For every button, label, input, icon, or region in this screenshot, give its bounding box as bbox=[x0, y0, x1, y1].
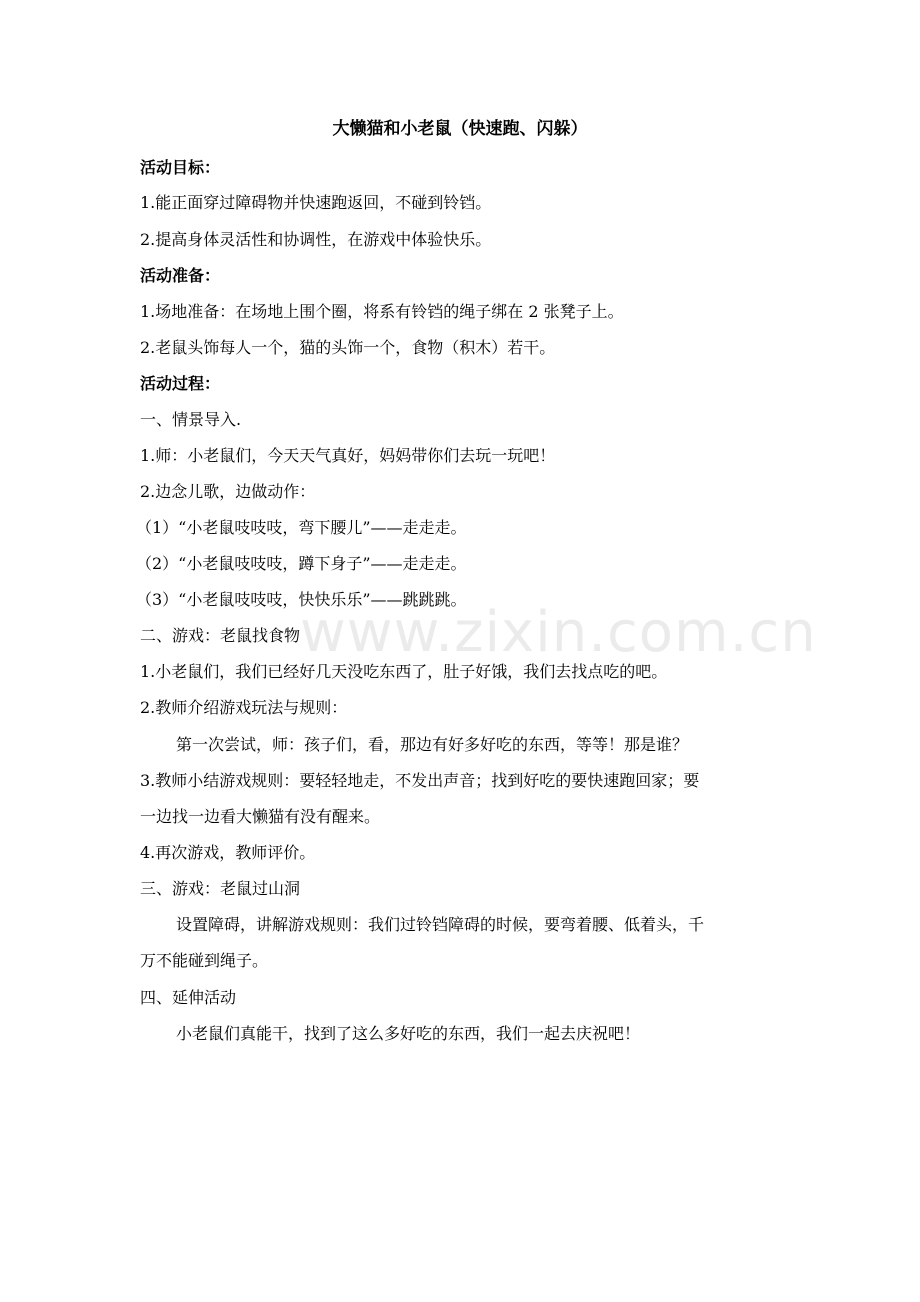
process-part-1-heading: 一、情景导入. bbox=[140, 410, 242, 429]
process-step: 3.教师小结游戏规则：要轻轻地走，不发出声音；找到好吃的要快速跑回家；要 bbox=[140, 771, 700, 790]
process-step: 4.再次游戏，教师评价。 bbox=[140, 843, 316, 862]
process-paragraph: 设置障碍，讲解游戏规则：我们过铃铛障碍的时候，要弯着腰、低着头，千 bbox=[176, 915, 705, 934]
process-part-2-heading: 二、游戏：老鼠找食物 bbox=[140, 626, 301, 645]
rhyme-line: （2）“小老鼠吱吱吱，蹲下身子”——走走走。 bbox=[136, 554, 467, 573]
process-step: 2.教师介绍游戏玩法与规则： bbox=[140, 698, 348, 717]
rhyme-line: （3）“小老鼠吱吱吱，快快乐乐”——跳跳跳。 bbox=[136, 590, 467, 609]
process-step-continued: 一边找一边看大懒猫有没有醒来。 bbox=[140, 807, 381, 826]
process-step: 1.师：小老鼠们，今天天气真好，妈妈带你们去玩一玩吧！ bbox=[140, 446, 556, 465]
process-paragraph-continued: 万不能碰到绳子。 bbox=[140, 951, 269, 970]
goal-item-2: 2.提高身体灵活性和协调性，在游戏中体验快乐。 bbox=[140, 230, 492, 249]
section-heading-process: 活动过程： bbox=[140, 374, 221, 393]
rhyme-line: （1）“小老鼠吱吱吱，弯下腰儿”——走走走。 bbox=[136, 518, 467, 537]
process-part-4-heading: 四、延伸活动 bbox=[140, 988, 237, 1007]
section-heading-preparation: 活动准备： bbox=[140, 266, 221, 285]
process-step: 2.边念儿歌，边做动作： bbox=[140, 482, 316, 501]
process-step: 1.小老鼠们，我们已经好几天没吃东西了，肚子好饿，我们去找点吃的吧。 bbox=[140, 662, 668, 681]
document-title: 大懒猫和小老鼠（快速跑、闪躲） bbox=[332, 119, 588, 139]
section-heading-goals: 活动目标： bbox=[140, 158, 221, 177]
process-paragraph: 小老鼠们真能干，找到了这么多好吃的东西，我们一起去庆祝吧！ bbox=[176, 1024, 641, 1043]
watermark-text: www.zixin.com.cn bbox=[300, 600, 817, 665]
process-part-3-heading: 三、游戏：老鼠过山洞 bbox=[140, 879, 301, 898]
process-paragraph: 第一次尝试，师：孩子们，看，那边有好多好吃的东西，等等！那是谁？ bbox=[176, 735, 689, 754]
goal-item-1: 1.能正面穿过障碍物并快速跑返回，不碰到铃铛。 bbox=[140, 193, 492, 212]
preparation-item-2: 2.老鼠头饰每人一个，猫的头饰一个，食物（积木）若干。 bbox=[140, 338, 556, 357]
preparation-item-1: 1.场地准备：在场地上围个圈，将系有铃铛的绳子绑在 2 张凳子上。 bbox=[140, 302, 624, 321]
